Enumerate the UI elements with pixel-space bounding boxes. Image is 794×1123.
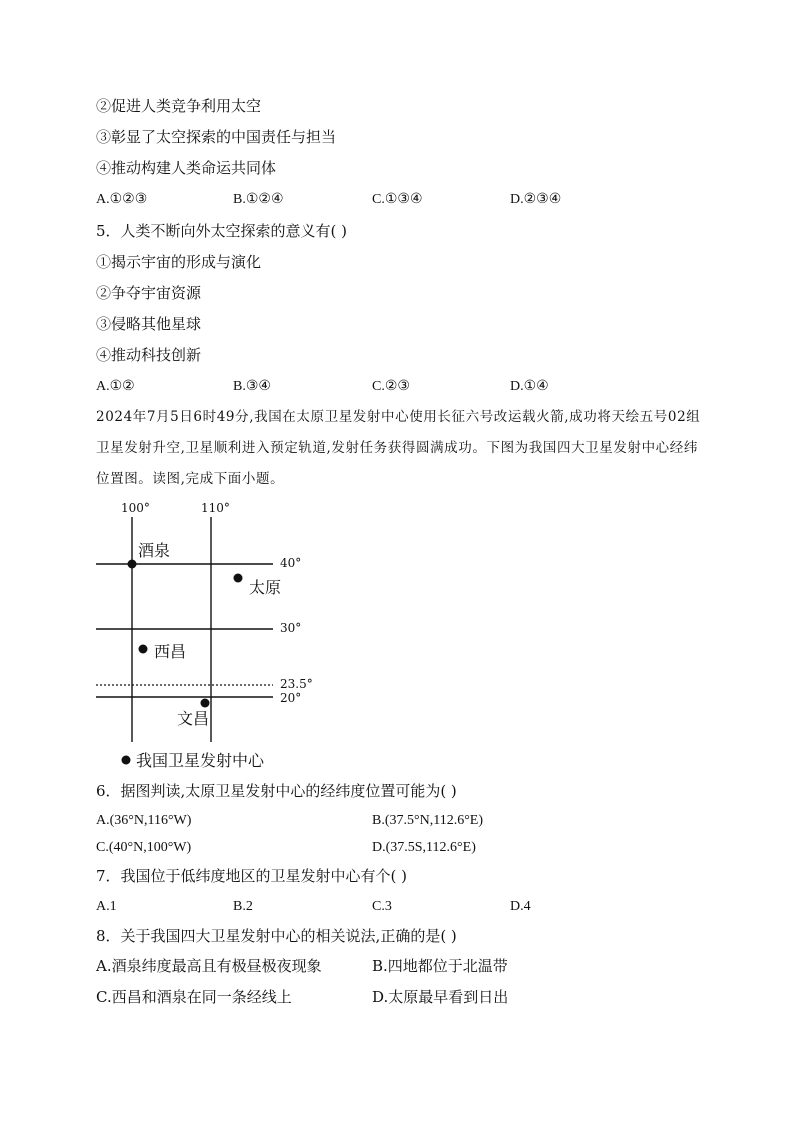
q5-item-1: ①揭示宇宙的形成与演化 bbox=[96, 253, 262, 271]
q5-stem: 5．人类不断向外太空探索的意义有( ) bbox=[96, 222, 348, 240]
q4-option-c: C.①③④ bbox=[372, 192, 423, 207]
q7-option-c: C.3 bbox=[372, 899, 392, 914]
xichang-marker bbox=[139, 645, 148, 654]
latitude-label-20: 20° bbox=[280, 691, 302, 705]
q5-option-b: B.③④ bbox=[233, 379, 271, 394]
longitude-label-100: 100° bbox=[121, 501, 150, 515]
q4-option-a: A.①②③ bbox=[96, 192, 148, 207]
legend-label: 我国卫星发射中心 bbox=[136, 751, 265, 770]
q5-option-c: C.②③ bbox=[372, 379, 410, 394]
q6-option-a: A.(36°N,116°W) bbox=[96, 813, 192, 828]
latitude-label-30: 30° bbox=[280, 621, 302, 635]
q5-option-d: D.①④ bbox=[510, 379, 549, 394]
q6-option-d: D.(37.5S,112.6°E) bbox=[372, 840, 476, 855]
q4-item-2: ②促进人类竞争利用太空 bbox=[96, 97, 262, 115]
q7-option-a: A.1 bbox=[96, 899, 117, 914]
wenchang-label: 文昌 bbox=[177, 709, 210, 728]
q6-option-b: B.(37.5°N,112.6°E) bbox=[372, 813, 484, 828]
q6-stem: 6．据图判读,太原卫星发射中心的经纬度位置可能为( ) bbox=[96, 782, 457, 800]
q4-item-3: ③彰显了太空探索的中国责任与担当 bbox=[96, 128, 337, 146]
legend-marker bbox=[122, 756, 131, 765]
q7-option-b: B.2 bbox=[233, 899, 253, 914]
q8-option-c: C.西昌和酒泉在同一条经线上 bbox=[96, 988, 292, 1006]
q8-option-d: D.太原最早看到日出 bbox=[372, 988, 509, 1006]
q4-option-b: B.①②④ bbox=[233, 192, 284, 207]
longitude-label-110: 110° bbox=[201, 501, 230, 515]
wenchang-marker bbox=[201, 699, 210, 708]
jiuquan-label: 酒泉 bbox=[138, 541, 171, 560]
q5-option-a: A.①② bbox=[96, 379, 135, 394]
jiuquan-marker bbox=[128, 560, 137, 569]
latitude-label-23-5: 23.5° bbox=[280, 677, 313, 691]
q7-stem: 7．我国位于低纬度地区的卫星发射中心有个( ) bbox=[96, 867, 408, 885]
latitude-label-40: 40° bbox=[280, 556, 302, 570]
q4-option-d: D.②③④ bbox=[510, 192, 562, 207]
q5-item-2: ②争夺宇宙资源 bbox=[96, 284, 202, 302]
q8-stem: 8．关于我国四大卫星发射中心的相关说法,正确的是( ) bbox=[96, 927, 457, 945]
q5-item-4: ④推动科技创新 bbox=[96, 346, 202, 364]
xichang-label: 西昌 bbox=[154, 642, 187, 661]
taiyuan-label: 太原 bbox=[249, 578, 282, 597]
q5-item-3: ③侵略其他星球 bbox=[96, 315, 202, 333]
q8-option-a: A.酒泉纬度最高且有极昼极夜现象 bbox=[96, 957, 322, 975]
taiyuan-marker bbox=[234, 574, 243, 583]
passage: 2024年7月5日6时49分,我国在太原卫星发射中心使用长征六号改运载火箭,成功将天绘五号02组卫星发射升空,卫星顺利进入预定轨道,发射任务获得圆满成功。下图为我国四大卫星发射中心经纬位置图。读图,完成下面小题。 bbox=[96, 409, 701, 487]
q8-option-b: B.四地都位于北温带 bbox=[372, 957, 508, 975]
q4-item-4: ④推动构建人类命运共同体 bbox=[96, 159, 277, 177]
q6-option-c: C.(40°N,100°W) bbox=[96, 840, 192, 855]
launch-center-map bbox=[0, 490, 794, 780]
q7-option-d: D.4 bbox=[510, 899, 531, 914]
